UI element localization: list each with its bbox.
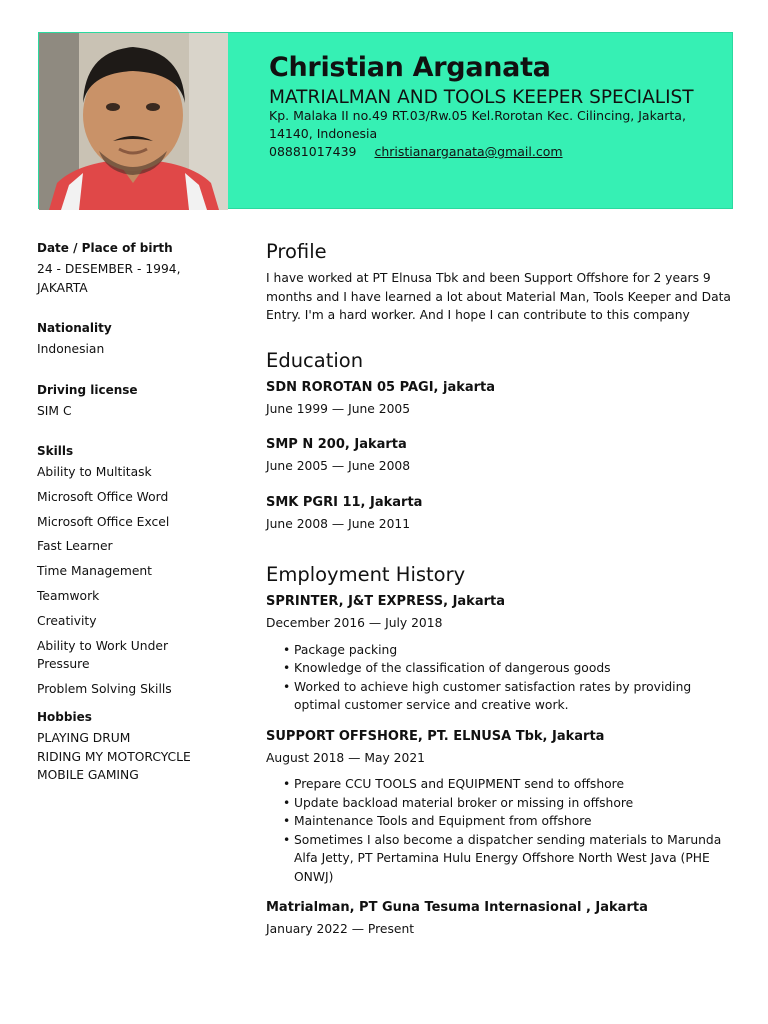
duty-item: • Knowledge of the classification of dangerous goods: [266, 659, 741, 678]
candidate-name: Christian Arganata: [269, 52, 551, 83]
duty-item: • Update backload material broker or missing in offshore: [266, 794, 741, 813]
education-section: [266, 347, 741, 534]
employment-entry: [266, 898, 741, 939]
birth-date: 24 - DESEMBER - 1994,: [37, 262, 181, 276]
employment-title: SUPPORT OFFSHORE, PT. ELNUSA Tbk, Jakarta: [266, 728, 605, 744]
skill-item: Microsoft Office Word: [37, 489, 169, 504]
employment-title: SPRINTER, J&T EXPRESS, Jakarta: [266, 594, 506, 609]
employment-entry: [266, 592, 741, 715]
education-entry: [266, 435, 741, 476]
birth-label: Date / Place of birth: [37, 241, 173, 255]
profile-photo-illustration: [39, 33, 228, 210]
hobby-item: MOBILE GAMING: [37, 768, 139, 783]
employment-dates: December 2016 — July 2018: [266, 616, 443, 630]
email-link[interactable]: christianarganata@gmail.com: [374, 144, 563, 159]
employment-heading: Employment History: [266, 563, 466, 586]
skill-item: Ability to Work Under Pressure: [37, 638, 168, 672]
education-dates: June 2005 — June 2008: [266, 459, 411, 473]
duty-item: • Worked to achieve high customer satisfaction rates by providing optimal customer service and creative work.: [266, 678, 741, 715]
education-dates: June 2008 — June 2011: [266, 516, 411, 531]
duty-item: • Sometimes I also become a dispatcher sending materials to Marunda Alfa Jetty, PT Pertamina Hulu Energy Offshore North West Java (PHE ONWJ): [266, 831, 741, 887]
hobby-item: RIDING MY MOTORCYCLE: [37, 749, 191, 764]
profile-photo: [39, 33, 228, 210]
driving-section: [37, 381, 227, 421]
duty-item: • Package packing: [266, 641, 741, 660]
employment-dates: August 2018 — May 2021: [266, 750, 425, 765]
profile-text: I have worked at PT Elnusa Tbk and been Support Offshore for 2 years 9 months and I have learned a lot about Material Man, Tools Keeper and Data Entry. I'm a hard worker. And I hope I can contribute to this company: [266, 271, 731, 322]
hobbies-section: [37, 708, 227, 785]
employment-duties: [266, 775, 741, 886]
education-school: SMP N 200, Jakarta: [266, 437, 407, 452]
birth-value: [37, 260, 227, 297]
profile-section: [266, 238, 741, 325]
skill-item: Microsoft Office Excel: [37, 514, 170, 529]
education-entry: [266, 378, 741, 419]
skills-section: [37, 442, 227, 698]
education-dates: June 1999 — June 2005: [266, 401, 411, 416]
nationality-label: Nationality: [37, 321, 112, 335]
employment-dates: January 2022 — Present: [266, 922, 415, 936]
contact-line: [269, 143, 719, 161]
birth-section: [37, 239, 227, 297]
skills-label: Skills: [37, 444, 74, 458]
skill-item: Time Management: [37, 564, 153, 579]
education-heading: Education: [266, 348, 364, 372]
skills-list: [37, 463, 227, 698]
employment-title: Matrialman, PT Guna Tesuma Internasional , Jakarta: [266, 900, 648, 915]
employment-section: [266, 561, 741, 939]
skill-item: Creativity: [37, 613, 97, 628]
skill-item: Ability to Multitask: [37, 465, 152, 479]
education-school: SDN ROROTAN 05 PAGI, jakarta: [266, 379, 496, 395]
hobbies-label: Hobbies: [37, 710, 92, 725]
header-text: [269, 51, 719, 161]
hobby-item: PLAYING DRUM: [37, 731, 131, 746]
duty-item: • Maintenance Tools and Equipment from offshore: [266, 812, 741, 831]
hobbies-list: [37, 729, 227, 785]
job-title: MATRIALMAN AND TOOLS KEEPER SPECIALIST: [269, 87, 694, 108]
skill-item: Fast Learner: [37, 539, 113, 554]
skill-item: Teamwork: [37, 588, 100, 603]
education-school: SMK PGRI 11, Jakarta: [266, 494, 423, 510]
driving-value: SIM C: [37, 403, 72, 418]
sidebar: [37, 239, 227, 785]
nationality-section: [37, 319, 227, 359]
education-entry: [266, 493, 741, 534]
phone-number: 08881017439: [269, 144, 357, 159]
address: Kp. Malaka II no.49 RT.03/Rw.05 Kel.Rorotan Kec. Cilincing, Jakarta, 14140, Indonesia: [269, 108, 686, 141]
birth-place: JAKARTA: [37, 280, 88, 295]
employment-entry: [266, 727, 741, 887]
employment-duties: [266, 641, 741, 715]
nationality-value: Indonesian: [37, 342, 105, 356]
duty-item: • Prepare CCU TOOLS and EQUIPMENT send to offshore: [266, 775, 741, 794]
main-content: [266, 238, 741, 939]
resume-header: [38, 32, 733, 209]
profile-heading: Profile: [266, 240, 327, 263]
skill-item: Problem Solving Skills: [37, 681, 172, 696]
driving-label: Driving license: [37, 382, 138, 397]
